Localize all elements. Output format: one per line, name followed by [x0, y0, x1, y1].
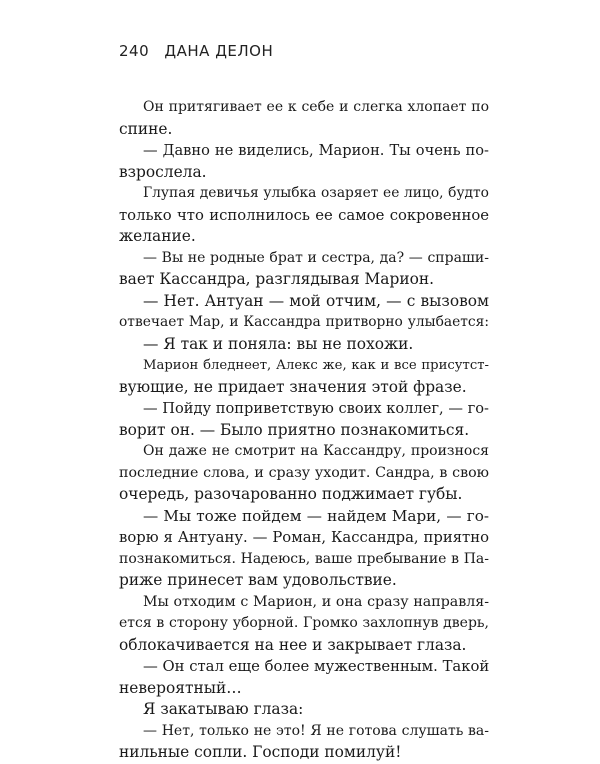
text-line: невероятный… — [119, 678, 242, 697]
text-line: — Он стал еще более мужественным. Такой — [143, 658, 490, 675]
text-line: нильные сопли. Господи помилуй! — [119, 743, 402, 761]
text-line: вующие, не придает значения этой фразе. — [119, 377, 467, 396]
text-line: Он притягивает ее к себе и слегка хлопает по — [143, 99, 489, 115]
author-name: ДАНА ДЕЛОН — [164, 42, 274, 60]
text-line: Он даже не смотрит на Кассандру, произнося — [143, 443, 489, 459]
text-line: ется в сторону уборной. Громко захлопнув дверь, — [119, 615, 489, 631]
text-line: ворю я Антуану. — Роман, Кассандра, приятно — [119, 529, 489, 546]
text-line: спине. — [119, 119, 173, 138]
text-line: — Пойду поприветствую своих коллег, — го- — [143, 400, 489, 417]
text-line: желание. — [119, 227, 196, 245]
text-line: — Мы тоже пойдем — найдем Мари, — го- — [143, 506, 489, 525]
text-line: взрослела. — [119, 162, 207, 181]
running-head — [119, 42, 273, 60]
text-line: Мы отходим с Марион, и она сразу направля- — [143, 593, 489, 610]
text-line: — Нет. Антуан — мой отчим, — с вызовом — [143, 291, 489, 310]
text-line: риже принесет вам удовольствие. — [119, 571, 397, 589]
text-line: ворит он. — Было приятно познакомиться. — [119, 420, 470, 439]
body-text — [119, 97, 489, 764]
text-line: отвечает Мар, и Кассандра притворно улыбается: — [119, 314, 489, 330]
text-line: Марион бледнеет, Алекс же, как и все присутст- — [143, 358, 489, 373]
text-line: — Давно не виделись, Марион. Ты очень по- — [143, 142, 489, 159]
text-line: познакомиться. Надеюсь, ваше пребывание в Па- — [119, 550, 489, 567]
text-line: облокачивается на нее и закрывает глаза. — [119, 635, 467, 654]
text-line: — Вы не родные брат и сестра, да? — спраши- — [143, 249, 489, 266]
text-line: Я закатываю глаза: — [143, 700, 304, 718]
text-line: Глупая девичья улыбка озаряет ее лицо, будто — [143, 185, 489, 201]
text-line: очередь, разочарованно поджимает губы. — [119, 485, 463, 503]
text-line: вает Кассандра, разглядывая Марион. — [119, 270, 435, 288]
text-line: только что исполнилось ее самое сокровенное — [119, 206, 489, 224]
page-number: 240 — [119, 42, 150, 60]
text-line: — Нет, только не это! Я не готова слушать ва- — [143, 722, 489, 739]
text-line: — Я так и поняла: вы не похожи. — [143, 334, 414, 353]
text-line: последние слова, и сразу уходит. Сандра, в свою — [119, 464, 489, 481]
